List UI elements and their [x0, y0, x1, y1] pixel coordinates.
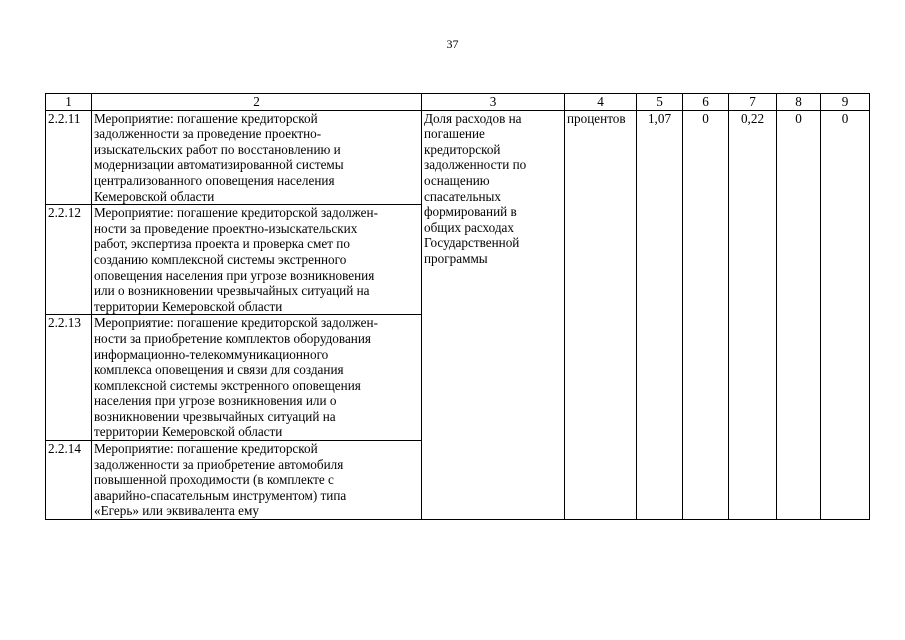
- description-line: аварийно-спасательным инструментом) типа: [94, 487, 347, 503]
- description-line: комплекса оповещения и связи для создания: [94, 362, 344, 378]
- description-line: изыскательских работ по восстановлению и: [94, 141, 341, 157]
- column-number-header: 9: [821, 94, 870, 111]
- indicator-line: общих расходах: [424, 219, 514, 235]
- indicator-line: Государственной: [424, 235, 520, 251]
- description-line: территории Кемеровской области: [94, 298, 283, 314]
- description-line: Кемеровской области: [94, 188, 215, 204]
- measure-description: [92, 315, 422, 441]
- description-line: или о возникновении чрезвычайных ситуаций на: [94, 283, 370, 299]
- value-col-8: 0: [777, 110, 821, 519]
- indicator-line: программы: [424, 250, 488, 266]
- description-line: модернизации автоматизированной системы: [94, 157, 344, 173]
- description-line: Мероприятие: погашение кредиторской задолжен-: [94, 315, 378, 331]
- column-number-header: 8: [777, 94, 821, 111]
- column-number-header: 3: [422, 94, 565, 111]
- description-line: информационно-телекоммуникационного: [94, 346, 329, 362]
- description-line: задолженности за приобретение автомобиля: [94, 456, 344, 472]
- indicator-line: кредиторской: [424, 141, 501, 157]
- value-col-5: 1,07: [637, 110, 683, 519]
- value-col-7: 0,22: [729, 110, 777, 519]
- value-col-9: 0: [821, 110, 870, 519]
- table-row: [46, 110, 870, 205]
- description-line: созданию комплексной системы экстренного: [94, 251, 347, 267]
- description-line: задолженности за проведение проектно-: [94, 126, 322, 142]
- column-number-header: 5: [637, 94, 683, 111]
- description-line: территории Кемеровской области: [94, 424, 283, 440]
- description-line: Мероприятие: погашение кредиторской: [94, 110, 318, 126]
- column-number-header: 6: [683, 94, 729, 111]
- column-number-header: 2: [92, 94, 422, 111]
- description-line: повышенной проходимости (в комплекте с: [94, 472, 334, 488]
- description-line: централизованного оповещения населения: [94, 172, 335, 188]
- description-line: возникновении чрезвычайных ситуаций на: [94, 408, 336, 424]
- measure-description: [92, 205, 422, 315]
- indicator-line: задолженности по: [424, 157, 527, 173]
- description-line: комплексной системы экстренного оповещения: [94, 377, 361, 393]
- indicator-line: Доля расходов на: [424, 110, 522, 126]
- program-indicators-table: [45, 93, 870, 520]
- description-line: ности за приобретение комплектов оборудования: [94, 330, 371, 346]
- description-line: работ, экспертиза проекта и проверка смет по: [94, 236, 350, 252]
- indicator-line: спасательных: [424, 188, 502, 204]
- indicator-line: формирований в: [424, 204, 517, 220]
- description-line: ности за проведение проектно-изыскательских: [94, 220, 358, 236]
- description-line: «Егерь» или эквивалента ему: [94, 503, 259, 519]
- measure-id: 2.2.13: [46, 315, 92, 441]
- indicator-name: [422, 110, 565, 519]
- description-line: оповещения населения при угрозе возникновения: [94, 267, 375, 283]
- measure-description: [92, 441, 422, 520]
- unit-of-measure: процентов: [565, 110, 637, 519]
- value-col-6: 0: [683, 110, 729, 519]
- measure-id: 2.2.14: [46, 441, 92, 520]
- indicator-line: погашение: [424, 126, 485, 142]
- description-line: населения при угрозе возникновения или о: [94, 393, 337, 409]
- column-number-header: 4: [565, 94, 637, 111]
- measure-description: [92, 110, 422, 205]
- measure-id: 2.2.12: [46, 205, 92, 315]
- indicator-line: оснащению: [424, 172, 490, 188]
- column-number-row: [46, 94, 870, 111]
- column-number-header: 7: [729, 94, 777, 111]
- measure-id: 2.2.11: [46, 110, 92, 205]
- description-line: Мероприятие: погашение кредиторской задолжен-: [94, 205, 378, 221]
- description-line: Мероприятие: погашение кредиторской: [94, 441, 318, 457]
- page-number: 37: [446, 37, 459, 51]
- column-number-header: 1: [46, 94, 92, 111]
